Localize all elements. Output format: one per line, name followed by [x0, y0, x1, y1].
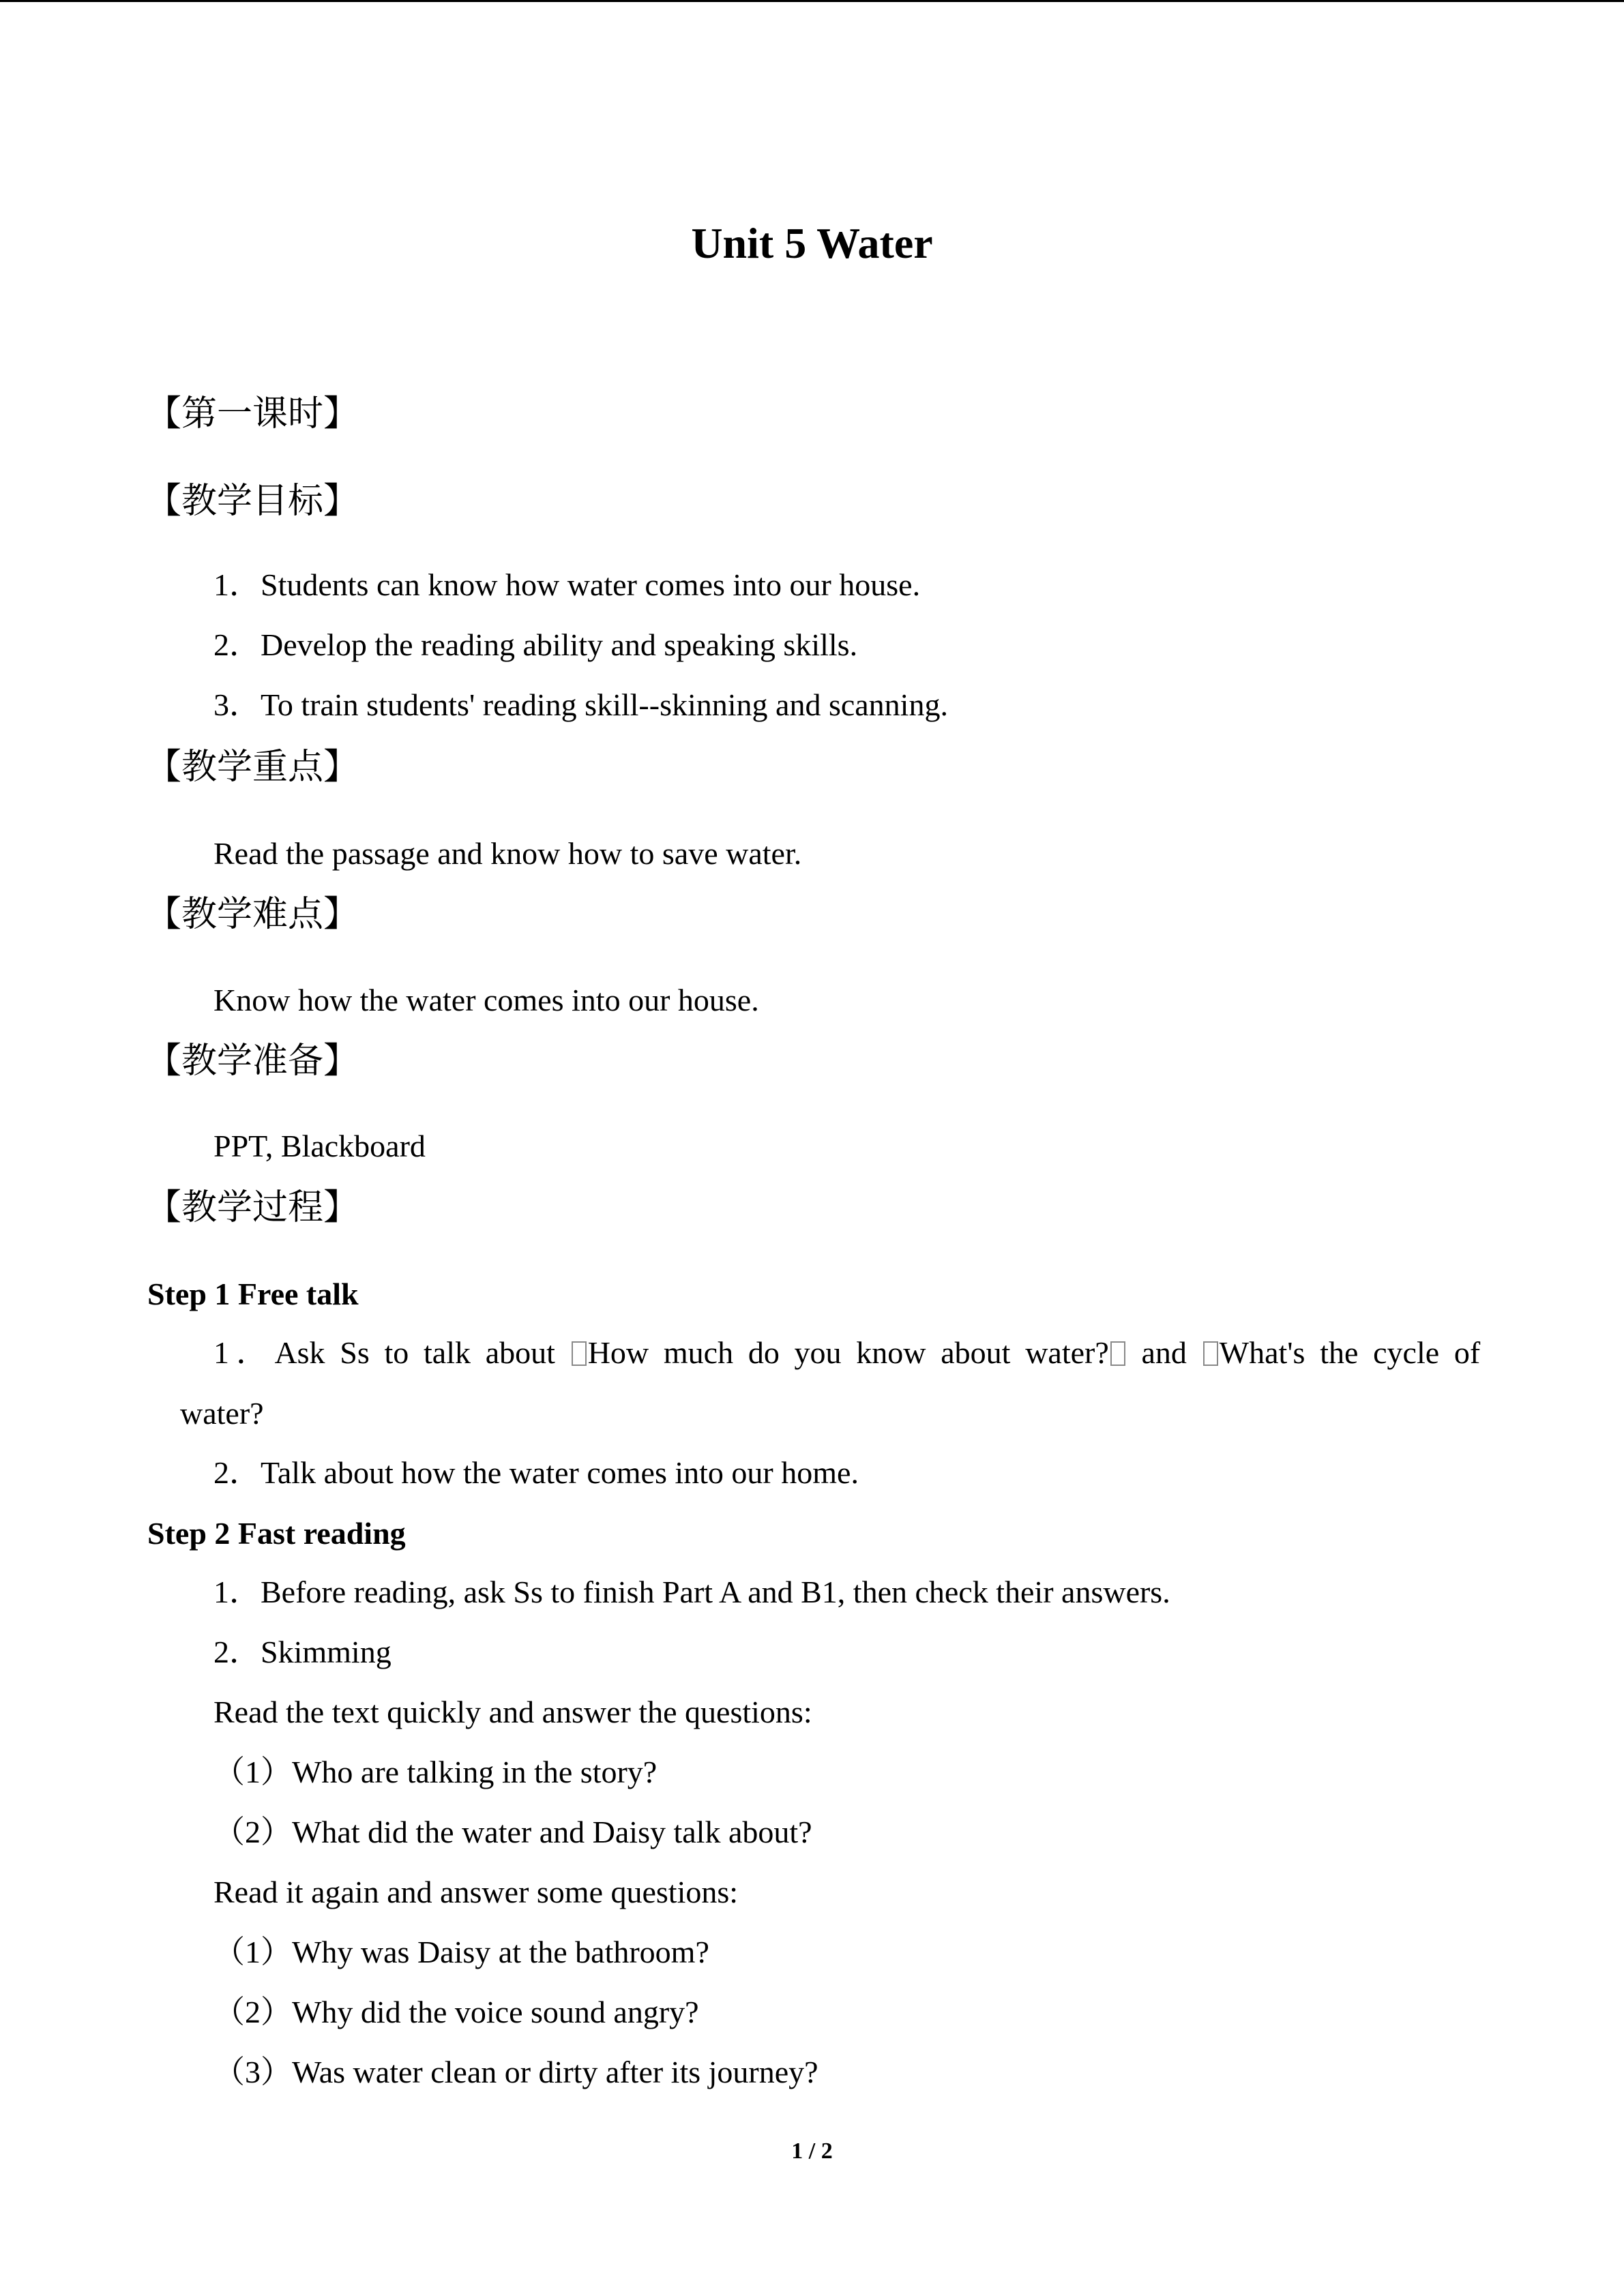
missing-glyph-box: [1110, 1341, 1125, 1366]
page-number: 1 / 2: [791, 2138, 833, 2164]
objectives-heading: 【教学目标】: [146, 481, 359, 522]
step1-item1: 1．Ask Ss to talk about How much do you know about water? and What's the cycle of: [213, 1335, 1481, 1370]
lesson-heading: 【第一课时】: [146, 393, 359, 434]
objective-item: 2．Develop the reading ability and speaking skills.: [213, 627, 858, 662]
objective-item: 1．Students can know how water comes into our house.: [213, 567, 921, 602]
preparation-heading: 【教学准备】: [146, 1041, 359, 1082]
question-item: （1）Who are talking in the story?: [213, 1755, 658, 1789]
missing-glyph-box: [1203, 1341, 1218, 1366]
difficulties-heading: 【教学难点】: [146, 894, 359, 935]
step2-title: Step 2 Fast reading: [147, 1516, 406, 1551]
question-item: （2）Why did the voice sound angry?: [213, 1995, 699, 2029]
step2-prompt2: Read it again and answer some questions:: [213, 1875, 739, 1909]
process-heading: 【教学过程】: [146, 1187, 359, 1228]
step2-item1: 1．Before reading, ask Ss to finish Part A and B1, then check their answers.: [213, 1575, 1170, 1609]
step1-title: Step 1 Free talk: [147, 1277, 359, 1311]
objective-item: 3．To train students' reading skill--skinning and scanning.: [213, 687, 948, 722]
question-item: （2）What did the water and Daisy talk about?: [213, 1815, 812, 1849]
key-points-heading: 【教学重点】: [146, 747, 359, 788]
step1-item1-continued: water?: [180, 1396, 264, 1431]
step2-prompt1: Read the text quickly and answer the questions:: [213, 1695, 812, 1729]
step2-item2: 2．Skimming: [213, 1635, 392, 1669]
step1-item2: 2．Talk about how the water comes into our home.: [213, 1455, 859, 1490]
document-title: Unit 5 Water: [691, 219, 933, 267]
difficulties-text: Know how the water comes into our house.: [213, 983, 759, 1017]
question-item: （3）Was water clean or dirty after its journey?: [213, 2055, 818, 2089]
key-points-text: Read the passage and know how to save water.: [213, 836, 802, 871]
preparation-text: PPT, Blackboard: [213, 1129, 426, 1163]
question-item: （1）Why was Daisy at the bathroom?: [213, 1935, 709, 1969]
missing-glyph-box: [572, 1341, 587, 1366]
